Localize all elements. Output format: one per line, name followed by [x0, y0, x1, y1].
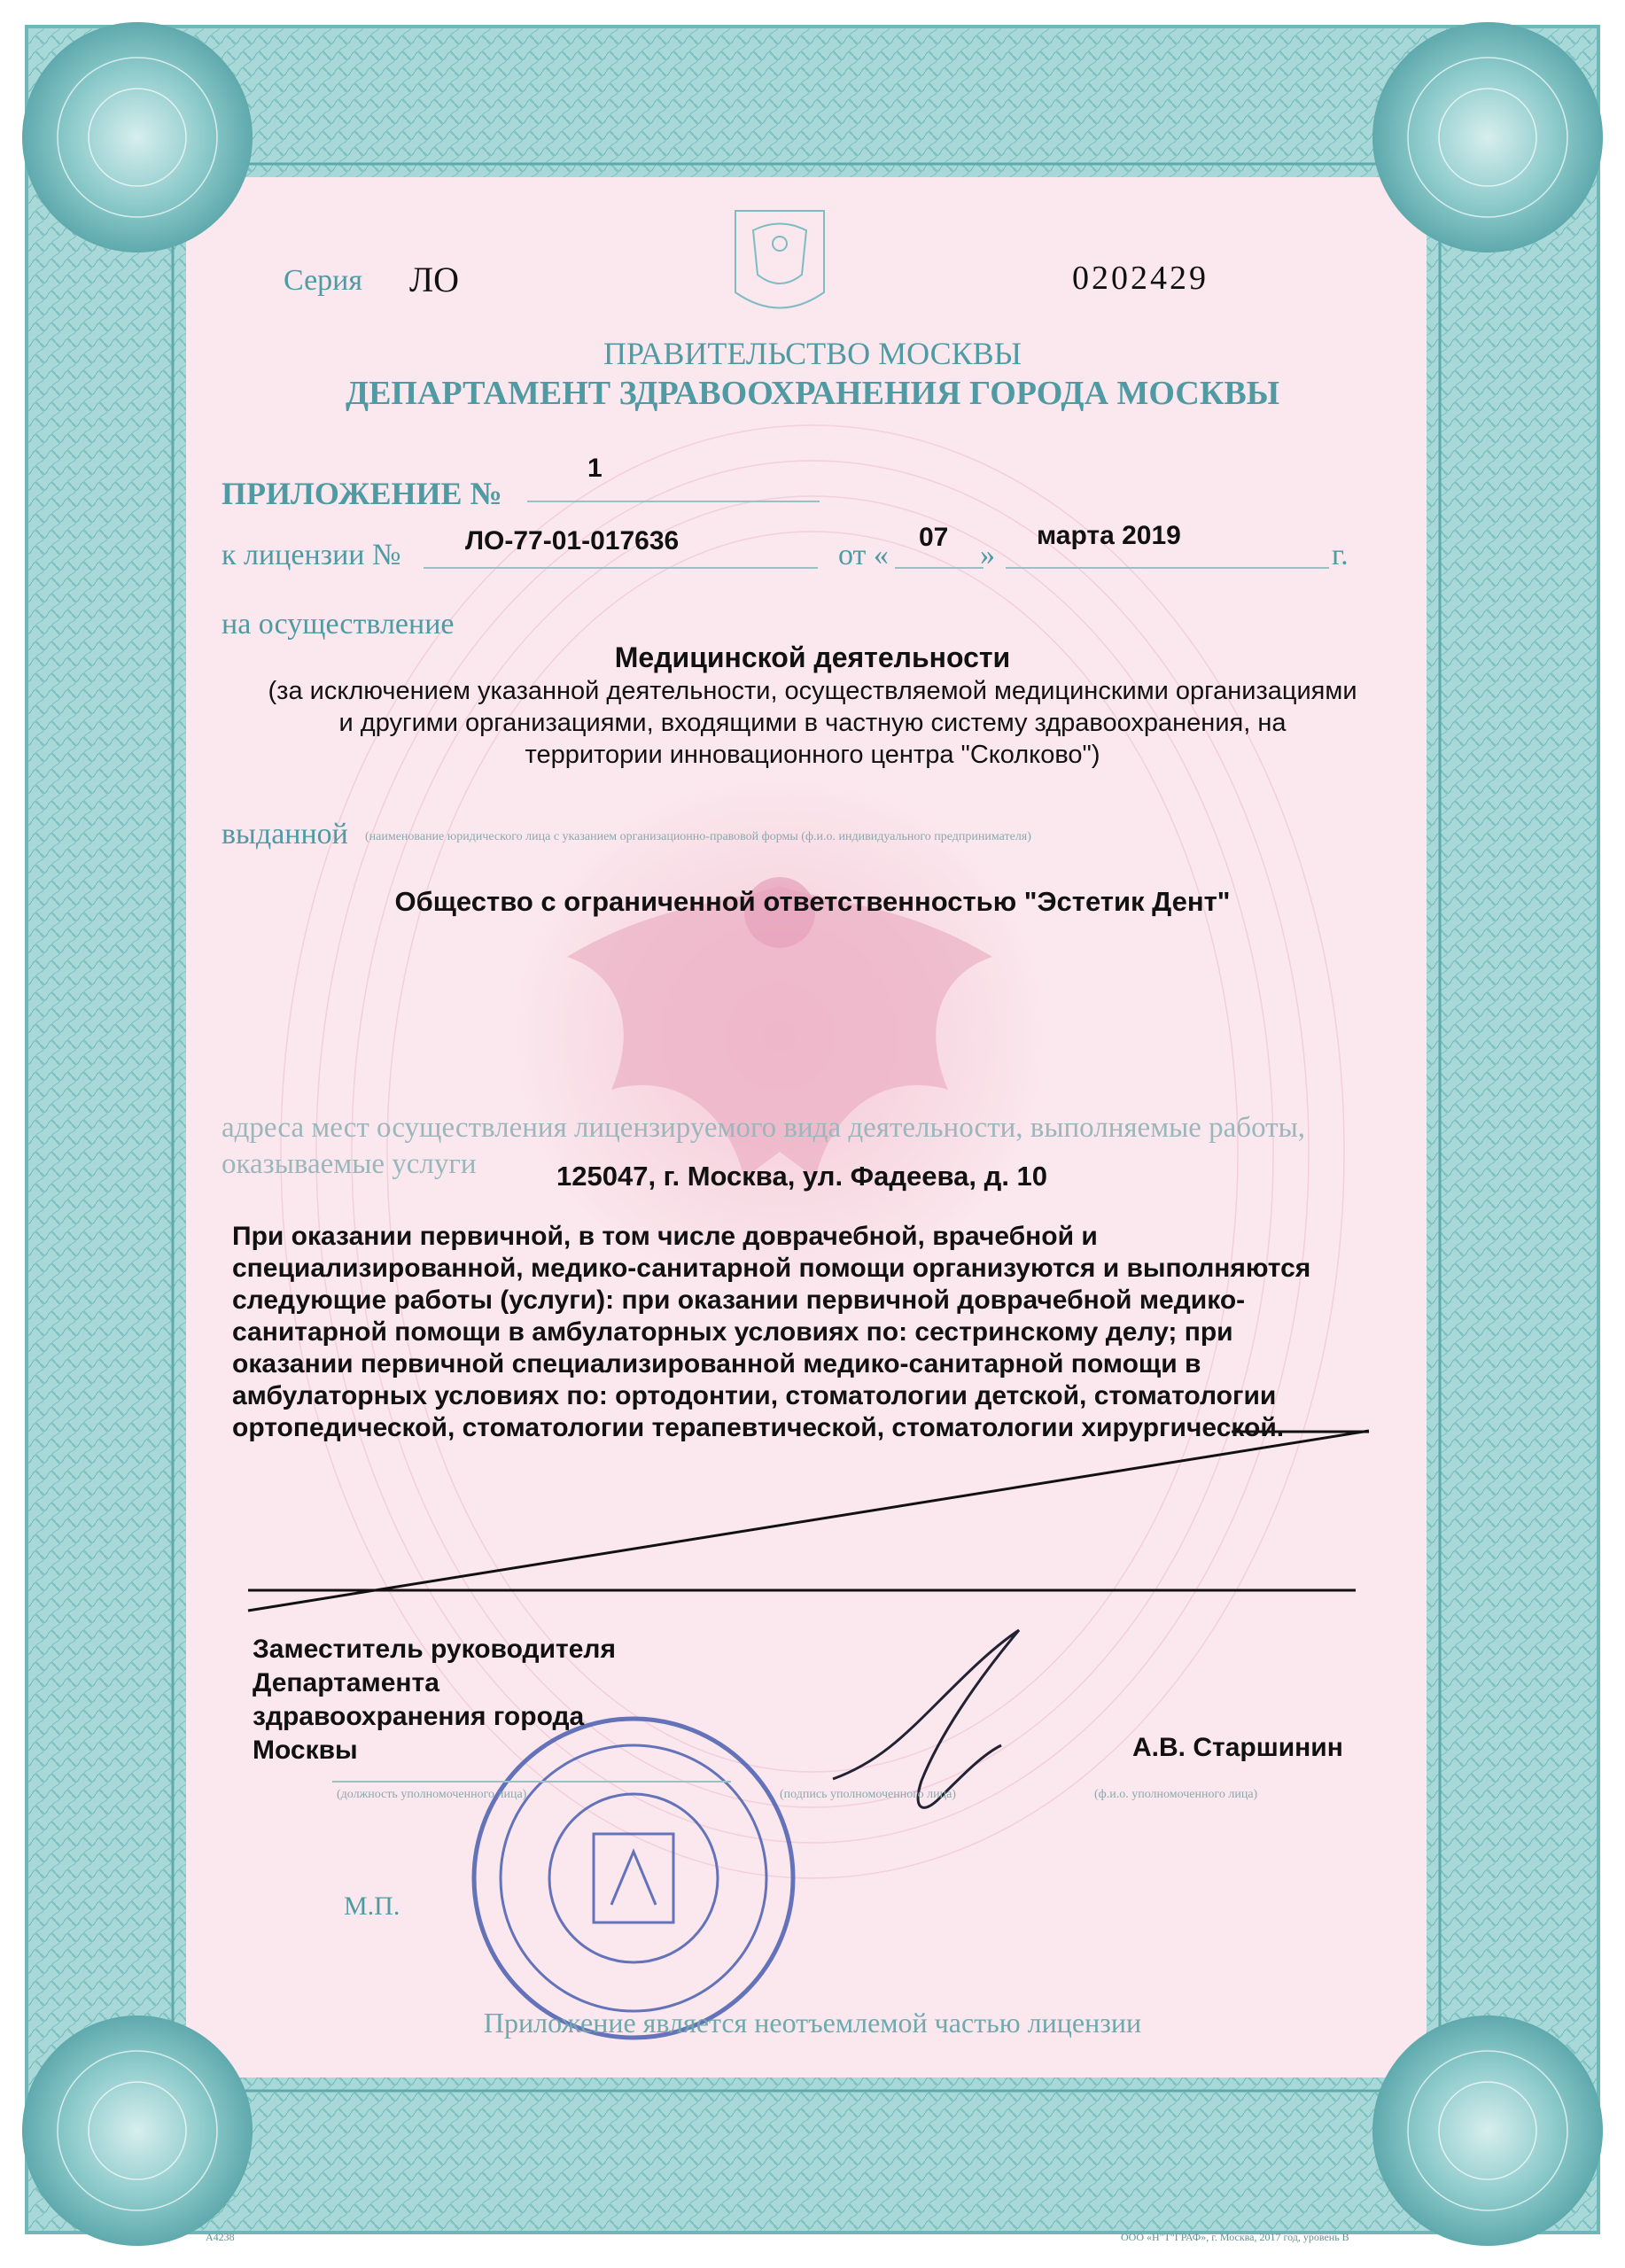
- activity-label: на осуществление: [222, 608, 455, 641]
- appendix-label: ПРИЛОЖЕНИЕ №: [222, 476, 502, 511]
- position-line-underline: [332, 1781, 731, 1783]
- form-code: А4238: [206, 2231, 235, 2243]
- signatory-position: [253, 1633, 784, 1767]
- license-number: ЛО-77-01-017636: [465, 526, 680, 555]
- activity-note-line-3: территории инновационного центра "Сколково"): [525, 741, 1100, 769]
- issued-label: выданной: [222, 818, 348, 850]
- address-label-line-2: оказываемые услуги: [222, 1148, 477, 1180]
- appendix-number-line: [527, 501, 820, 502]
- address-label-line-1: адреса мест осуществления лицензируемого вида деятельности, выполняемые работы,: [222, 1112, 1305, 1144]
- license-month-line: [1006, 567, 1329, 569]
- license-day-line: [895, 567, 984, 569]
- services-line: амбулаторных условиях по: ортодонтии, стоматологии детской, стоматологии: [232, 1381, 1277, 1410]
- date-mid: »: [980, 539, 995, 571]
- activity-note-line-1: (за исключением указанной деятельности, осуществляемой медицинскими организациями: [268, 677, 1357, 705]
- services-line: ортопедической, стоматологии терапевтической, стоматологии хирургической.: [232, 1413, 1285, 1442]
- license-day: 07: [919, 523, 949, 552]
- appendix-number: 1: [587, 454, 603, 483]
- license-label: к лицензии №: [222, 539, 401, 571]
- caption-name: (ф.и.о. уполномоченного лица): [1094, 1788, 1258, 1801]
- services-description: [232, 1221, 1366, 1444]
- services-line: оказании первичной специализированной медико-санитарной помощи в: [232, 1349, 1201, 1379]
- address-value: 125047, г. Москва, ул. Фадеева, д. 10: [556, 1161, 1048, 1192]
- position-line: здравоохранения города: [253, 1702, 585, 1731]
- license-number-line: [424, 567, 818, 569]
- organization-name: Общество с ограниченной ответственностью "Эстетик Дент": [394, 886, 1231, 917]
- year-suffix: г.: [1332, 539, 1349, 571]
- government-heading: ПРАВИТЕЛЬСТВО МОСКВЫ: [603, 336, 1022, 371]
- form-number: 0202429: [1072, 260, 1209, 297]
- services-line: следующие работы (услуги): при оказании первичной доврачебной медико-: [232, 1285, 1246, 1315]
- signatory-name: А.В. Старшинин: [1132, 1733, 1343, 1762]
- license-month-year: марта 2019: [1037, 521, 1181, 550]
- activity-title: Медицинской деятельности: [614, 641, 1011, 673]
- date-prefix: от «: [838, 539, 889, 571]
- issued-caption: (наименование юридического лица с указанием организационно-правовой формы (ф.и.о. индивидуального предпринимателя): [365, 830, 1031, 843]
- caption-position: (должность уполномоченного лица): [337, 1788, 527, 1801]
- services-line: При оказании первичной, в том числе доврачебной, врачебной и: [232, 1222, 1098, 1251]
- caption-signature: (подпись уполномоченного лица): [780, 1788, 956, 1801]
- department-heading: ДЕПАРТАМЕНТ ЗДРАВООХРАНЕНИЯ ГОРОДА МОСКВЫ: [345, 375, 1280, 412]
- activity-note-line-2: и другими организациями, входящими в частную систему здравоохранения, на: [338, 709, 1287, 737]
- footer-statement: Приложение является неотъемлемой частью лицензии: [483, 2007, 1142, 2039]
- position-line: Департамента: [253, 1668, 439, 1697]
- printer-info: ООО «Н"Т"ГРАФ», г. Москва, 2017 год, уровень В: [1121, 2231, 1349, 2243]
- position-line: Москвы: [253, 1736, 358, 1765]
- seal-label: М.П.: [344, 1891, 400, 1921]
- services-line: специализированной, медико-санитарной помощи организуются и выполняются: [232, 1254, 1311, 1283]
- position-line: Заместитель руководителя: [253, 1635, 616, 1664]
- series-label: Серия: [284, 264, 363, 297]
- services-line: санитарной помощи в амбулаторных условиях по: сестринскому делу; при: [232, 1317, 1233, 1347]
- series-value: ЛО: [409, 260, 460, 299]
